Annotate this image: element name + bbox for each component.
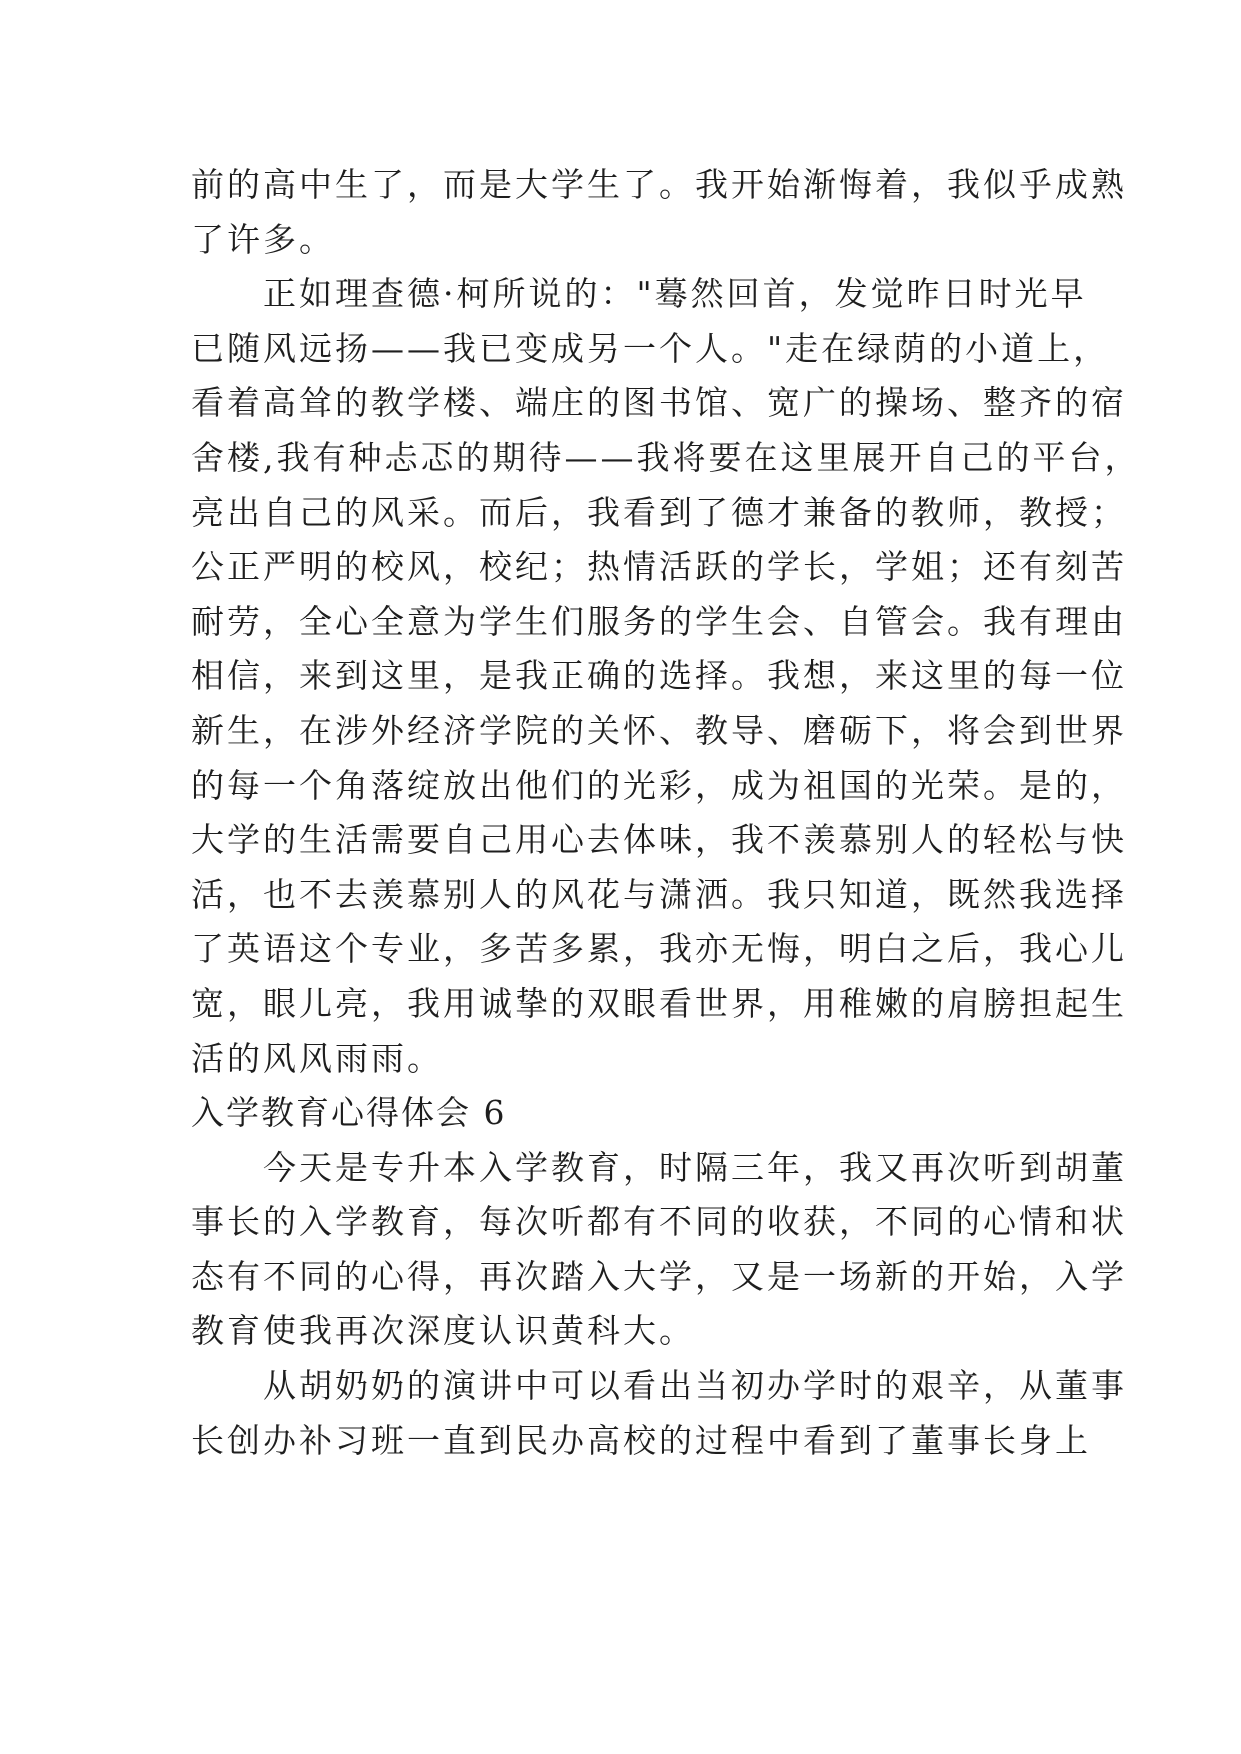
text-line: 了英语这个专业，多苦多累，我亦无悔，明白之后，我心儿: [191, 929, 1127, 969]
text-line: 长创办补习班一直到民办高校的过程中看到了董事长身上: [191, 1420, 1091, 1460]
text-line: 今天是专升本入学教育，时隔三年，我又再次听到胡董: [263, 1147, 1127, 1187]
text-line: 耐劳，全心全意为学生们服务的学生会、自管会。我有理由: [191, 601, 1127, 641]
text-line: 宽，眼儿亮，我用诚挚的双眼看世界，用稚嫩的肩膀担起生: [191, 983, 1127, 1023]
text-line: 活的风风雨雨。: [191, 1038, 443, 1078]
document-body: [191, 158, 1141, 1468]
text-line: 公正严明的校风，校纪；热情活跃的学长，学姐；还有刻苦: [191, 547, 1127, 587]
text-line: 了许多。: [191, 219, 335, 259]
text-line: 活，也不去羡慕别人的风花与潇洒。我只知道，既然我选择: [191, 874, 1127, 914]
text-line: 正如理查德·柯所说的："蓦然回首，发觉昨日时光早: [263, 274, 1087, 314]
text-line: 的每一个角落绽放出他们的光彩，成为祖国的光荣。是的，: [191, 765, 1127, 805]
text-line: 从胡奶奶的演讲中可以看出当初办学时的艰辛，从董事: [263, 1366, 1127, 1406]
text-line: 舍楼,我有种忐忑的期待——我将要在这里展开自己的平台，: [191, 437, 1141, 477]
text-line: 亮出自己的风采。而后，我看到了德才兼备的教师，教授；: [191, 492, 1127, 532]
text-line: 相信，来到这里，是我正确的选择。我想，来这里的每一位: [191, 656, 1127, 696]
text-line: 看着高耸的教学楼、端庄的图书馆、宽广的操场、整齐的宿: [191, 383, 1127, 423]
text-line: 教育使我再次深度认识黄科大。: [191, 1311, 695, 1351]
text-line: 前的高中生了，而是大学生了。我开始渐悔着，我似乎成熟: [191, 165, 1127, 204]
text-line: 态有不同的心得，再次踏入大学，又是一场新的开始，入学: [191, 1256, 1127, 1296]
text-line: 已随风远扬——我已变成另一个人。"走在绿荫的小道上，: [191, 328, 1110, 368]
text-line: 大学的生活需要自己用心去体味，我不羡慕别人的轻松与快: [191, 820, 1127, 860]
text-line: 新生，在涉外经济学院的关怀、教导、磨砺下，将会到世界: [191, 710, 1127, 750]
section-heading: 入学教育心得体会 6: [191, 1093, 507, 1133]
text-line: 事长的入学教育，每次听都有不同的收获，不同的心情和状: [191, 1202, 1127, 1242]
